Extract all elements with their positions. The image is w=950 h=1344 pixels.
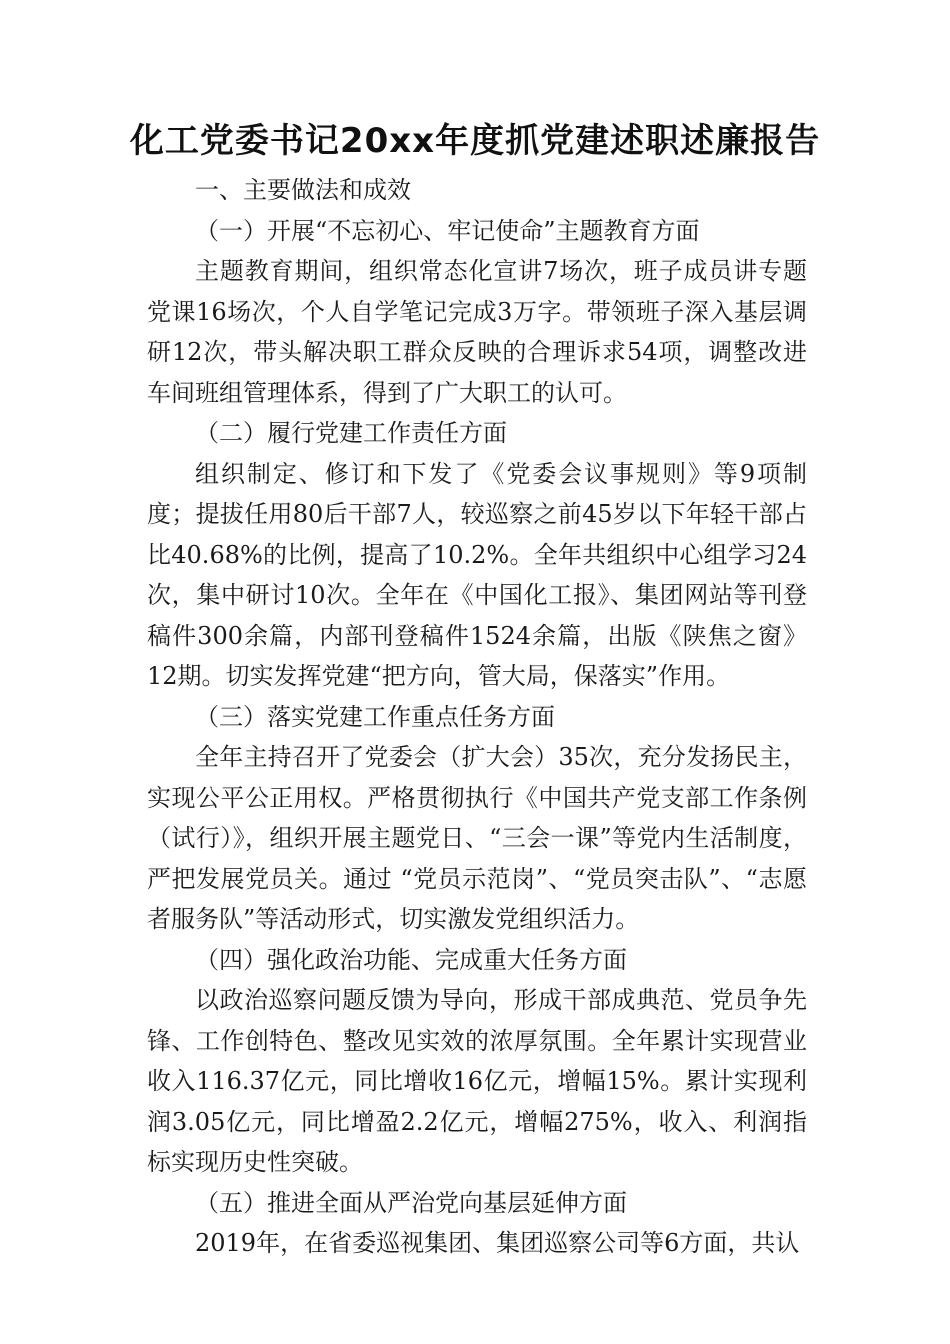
paragraph-4: 以政治巡察问题反馈为导向，形成干部成典范、党员争先锋、工作创特色、整改见实效的浓厚氛围。全年累计实现营业收入116.37亿元，同比增收16亿元，增幅15%。累计实现利润3.05亿元，同比增盈2.2亿元，增幅275%，收入、利润指标实现历史性突破。 — [147, 986, 807, 1176]
paragraph-2: 组织制定、修订和下发了《党委会议事规则》等9项制度；提拔任用80后干部7人，较巡察之前45岁以下年轻干部占比40.68%的比例，提高了10.2%。全年共组织中心组学习24次，集中研讨10次。全年在《中国化工报》、集团网站等刊登稿件300余篇，内部刊登稿件1524余篇，出版《陕焦之窗》12期。切实发挥党建“把方向，管大局，保落实”作用。 — [147, 459, 807, 690]
subsection-heading-3: （三）落实党建工作重点任务方面 — [195, 702, 555, 731]
document-body — [147, 170, 807, 1264]
paragraph-3: 全年主持召开了党委会（扩大会）35次，充分发扬民主，实现公平公正用权。严格贯彻执行《中国共产党支部工作条例（试行）》，组织开展主题党日、“三会一课”等党内生活制度，严把发展党员关。通过 “党员示范岗”、“党员突击队”、“志愿者服务队”等活动形式，切实激发党组织活力。 — [147, 743, 807, 933]
paragraph-1: 主题教育期间，组织常态化宣讲7场次，班子成员讲专题党课16场次，个人自学笔记完成3万字。带领班子深入基层调研12次，带头解决职工群众反映的合理诉求54项，调整改进车间班组管理体系，得到了广大职工的认可。 — [147, 257, 807, 407]
subsection-heading-2: （二）履行党建工作责任方面 — [195, 419, 507, 447]
subsection-heading-4: （四）强化政治功能、完成重大任务方面 — [195, 945, 627, 974]
document-title: 化工党委书记20xx年度抓党建述职述廉报告 — [129, 121, 821, 161]
section-heading-1: 一、主要做法和成效 — [195, 176, 411, 204]
paragraph-5: 2019年，在省委巡视集团、集团巡察公司等6方面，共认 — [195, 1229, 800, 1257]
subsection-heading-5: （五）推进全面从严治党向基层延伸方面 — [195, 1188, 627, 1217]
subsection-heading-1: （一）开展“不忘初心、牢记使命”主题教育方面 — [195, 216, 700, 245]
